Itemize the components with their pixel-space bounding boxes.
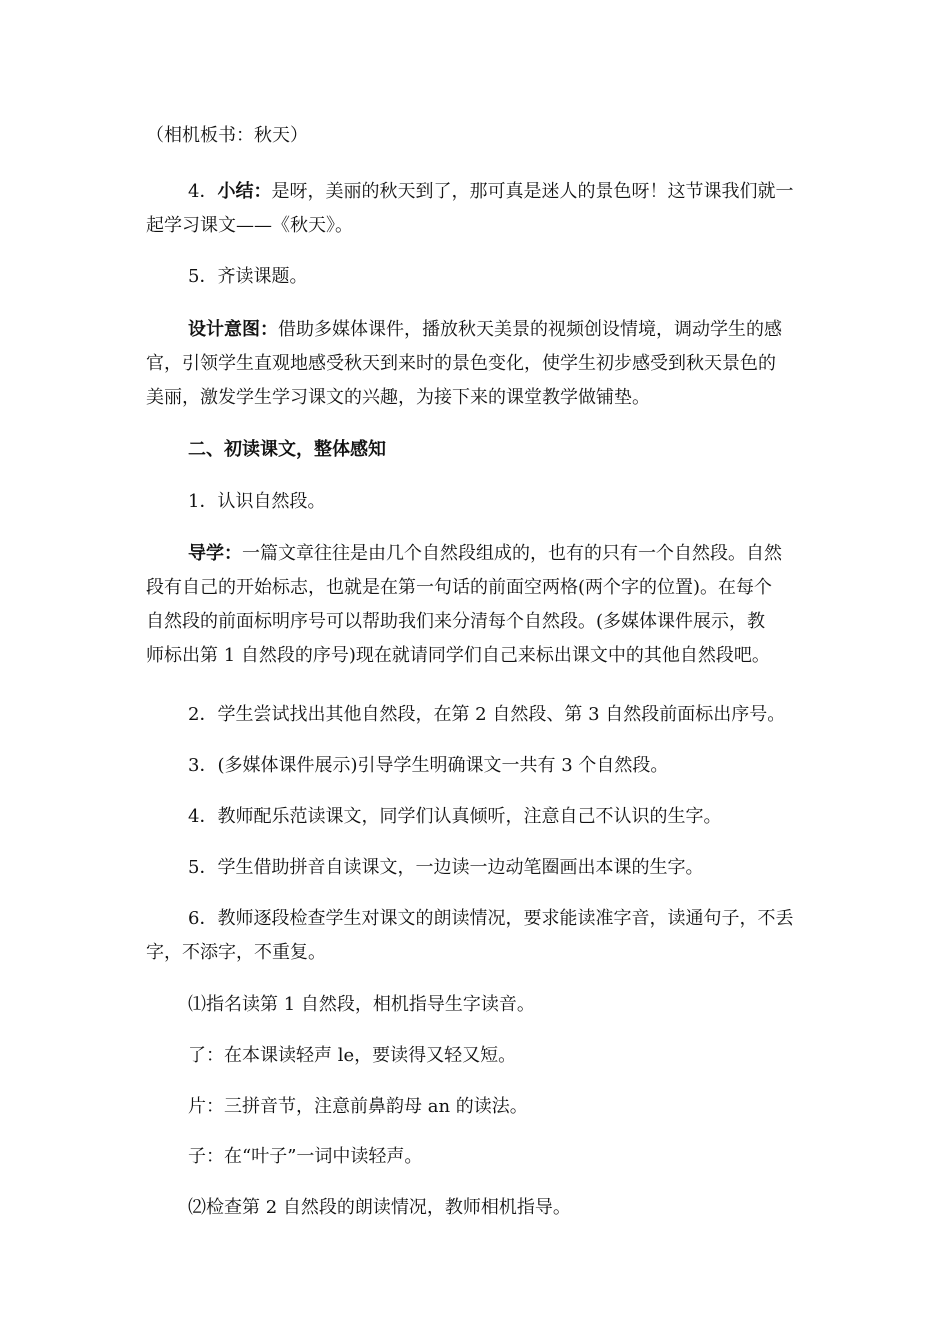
guide-line: 自然段的前面标明序号可以帮助我们来分清每个自然段。(多媒体课件展示，教	[146, 611, 766, 632]
summary-paragraph	[0, 180, 950, 204]
character-note: 子：在“叶子”一词中读轻声。	[188, 1146, 423, 1167]
section-heading: 二、初读课文，整体感知	[188, 439, 386, 460]
guide-line: 段有自己的开始标志，也就是在第一句话的前面空两格(两个字的位置)。在每个	[146, 577, 773, 598]
sub-item: ⑵检查第 2 自然段的朗读情况，教师相机指导。	[188, 1197, 571, 1218]
design-intent-paragraph	[0, 318, 950, 342]
sub-item: ⑴指名读第 1 自然段，相机指导生字读音。	[188, 994, 535, 1015]
list-item-continuation: 字，不添字，不重复。	[146, 942, 326, 963]
guide-paragraph	[0, 542, 950, 566]
read-title-item: 5．齐读课题。	[188, 266, 308, 287]
summary-number: 4．	[188, 181, 218, 202]
list-item: 3．(多媒体课件展示)引导学生明确课文一共有 3 个自然段。	[188, 755, 669, 776]
character-note: 片：三拼音节，注意前鼻韵母 an 的读法。	[188, 1096, 528, 1117]
list-item: 1．认识自然段。	[188, 491, 326, 512]
guide-label: 导学：	[188, 543, 242, 564]
list-item: 4．教师配乐范读课文，同学们认真倾听，注意自己不认识的生字。	[188, 806, 722, 827]
summary-label: 小结：	[217, 181, 272, 202]
list-item: 6．教师逐段检查学生对课文的朗读情况，要求能读准字音，读通句子，不丢	[188, 908, 794, 929]
design-intent-line: 美丽，激发学生学习课文的兴趣，为接下来的课堂教学做铺垫。	[146, 387, 650, 408]
summary-text: 是呀，美丽的秋天到了，那可真是迷人的景色呀！这节课我们就一	[271, 181, 794, 202]
guide-text: 一篇文章往往是由几个自然段组成的，也有的只有一个自然段。自然	[242, 543, 782, 564]
list-item: 2．学生尝试找出其他自然段，在第 2 自然段、第 3 自然段前面标出序号。	[188, 704, 786, 725]
summary-continuation: 起学习课文——《秋天》。	[146, 215, 353, 236]
character-note: 了：在本课读轻声 le，要读得又轻又短。	[188, 1045, 517, 1066]
design-intent-text: 借助多媒体课件，播放秋天美景的视频创设情境，调动学生的感	[278, 319, 782, 340]
list-item: 5．学生借助拼音自读课文，一边读一边动笔圈画出本课的生字。	[188, 857, 704, 878]
design-intent-line: 官，引领学生直观地感受秋天到来时的景色变化，使学生初步感受到秋天景色的	[146, 353, 776, 374]
guide-line: 师标出第 1 自然段的序号)现在就请同学们自己来标出课文中的其他自然段吧。	[146, 645, 770, 666]
design-intent-label: 设计意图：	[188, 319, 278, 340]
board-note: （相机板书：秋天）	[146, 125, 308, 146]
